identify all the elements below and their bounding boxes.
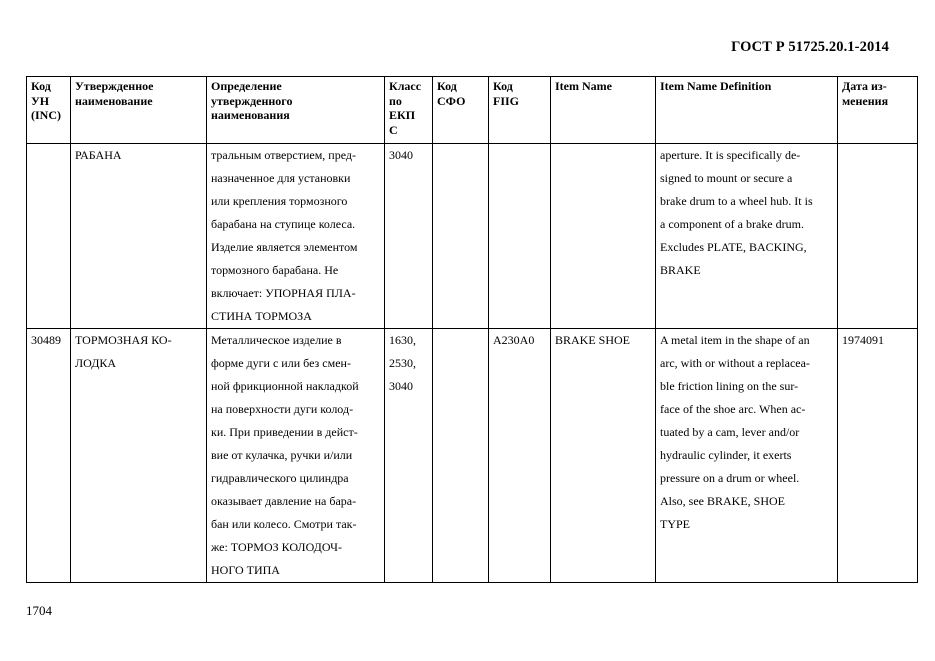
table-row — [27, 329, 918, 583]
cell-fiig: A230A0 — [489, 329, 551, 583]
document-title: ГОСТ Р 51725.20.1-2014 — [731, 39, 889, 55]
col-header-item-name: Item Name — [551, 77, 656, 144]
col-header-sfo: Код СФО — [433, 77, 489, 144]
cell-class: 3040 — [385, 144, 433, 329]
col-header-inc: Код УН (INC) — [27, 77, 71, 144]
cell-change-date: 1974091 — [838, 329, 918, 583]
col-header-definition: Определение утвержденного наименования — [207, 77, 385, 144]
cell-sfo — [433, 144, 489, 329]
cell-definition: тральным отверстием, пред- назначенное для установки или крепления тормозного барабана на ступице колеса. Изделие является элементом тормозного барабана. Не включает: УПОРНАЯ ПЛА- СТИНА ТОРМОЗА — [207, 144, 385, 329]
cell-sfo — [433, 329, 489, 583]
col-header-approved-name: Утвержденное наименование — [71, 77, 207, 144]
cell-approved-name: ТОРМОЗНАЯ КО- ЛОДКА — [71, 329, 207, 583]
cell-approved-name: РАБАНА — [71, 144, 207, 329]
col-header-class: Класс по ЕКП С — [385, 77, 433, 144]
cell-item-definition: aperture. It is specifically de- signed to mount or secure a brake drum to a wheel hub. It is a component of a brake drum. Excludes PLATE, BACKING, BRAKE — [656, 144, 838, 329]
cell-change-date — [838, 144, 918, 329]
cell-inc — [27, 144, 71, 329]
cell-item-name: BRAKE SHOE — [551, 329, 656, 583]
page-number: 1704 — [26, 603, 52, 618]
table-row — [27, 144, 918, 329]
col-header-change-date: Дата из- менения — [838, 77, 918, 144]
nomenclature-table — [26, 76, 918, 583]
cell-fiig — [489, 144, 551, 329]
cell-inc: 30489 — [27, 329, 71, 583]
cell-item-definition: A metal item in the shape of an arc, with or without a replacea- ble friction lining on the sur- face of the shoe arc. When ac- tuated by a cam, lever and/or hydraulic cylinder, it exerts pressure on a drum or wheel. Also, see BRAKE, SHOE TYPE — [656, 329, 838, 583]
col-header-item-definition: Item Name Definition — [656, 77, 838, 144]
table-header-row — [27, 77, 918, 144]
col-header-fiig: Код FIIG — [489, 77, 551, 144]
cell-class: 1630, 2530, 3040 — [385, 329, 433, 583]
cell-item-name — [551, 144, 656, 329]
cell-definition: Металлическое изделие в форме дуги с или без смен- ной фрикционной накладкой на поверхности дуги колод- ки. При приведении в дейст- вие от кулачка, ручки и/или гидравлического цилиндра оказывает давление на бара- бан или колесо. Смотри так- же: ТОРМОЗ КОЛОДОЧ- НОГО ТИПА — [207, 329, 385, 583]
